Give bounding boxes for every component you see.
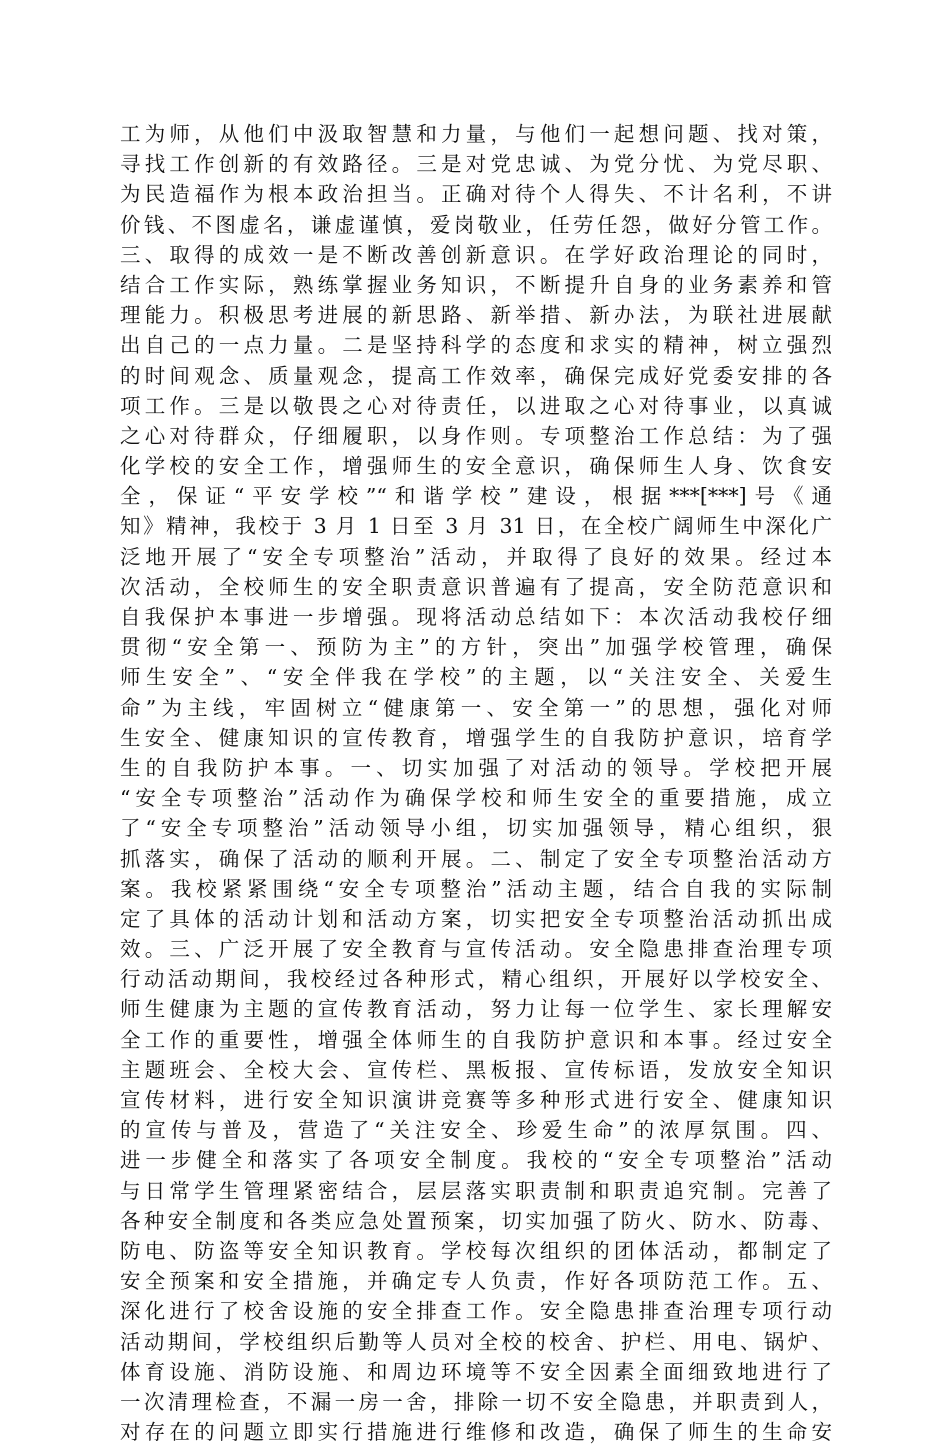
text-line: 安全预案和安全措施，并确定专人负责，作好各项防范工作。五、 [120,1269,832,1294]
text-line: 全工作的重要性，增强全体师生的自我防护意识和本事。经过安全 [120,1027,832,1052]
text-line: 师生健康为主题的宣传教育活动，努力让每一位学生、家长理解安 [120,997,832,1022]
text-line: “安全专项整治”活动作为确保学校和师生安全的重要措施，成立 [120,786,832,811]
text-line: 抓落实，确保了活动的顺利开展。二、制定了安全专项整治活动方 [120,846,832,871]
text-line: 对存在的问题立即实行措施进行维修和改造，确保了师生的生命安 [120,1420,832,1445]
text-line: 知》精神，我校于 3 月 1 日至 3 月 31 日，在全校广阔师生中深化广 [120,514,832,539]
text-line: 进一步健全和落实了各项安全制度。我校的“安全专项整治”活动 [120,1148,832,1173]
text-line: 价钱、不图虚名，谦虚谨慎，爱岗敬业，任劳任怨，做好分管工作。 [120,212,832,237]
text-line: 化学校的安全工作，增强师生的安全意识，确保师生人身、饮食安 [120,454,832,479]
body-text [120,119,832,1447]
text-line: 寻找工作创新的有效路径。三是对党忠诚、为党分忧、为党尽职、 [120,152,832,177]
text-line: 深化进行了校舍设施的安全排查工作。安全隐患排查治理专项行动 [120,1299,832,1324]
text-line: 防电、防盗等安全知识教育。学校每次组织的团体活动，都制定了 [120,1238,832,1263]
text-line: 泛地开展了“安全专项整治”活动，并取得了良好的效果。经过本 [120,544,832,569]
text-line: 与日常学生管理紧密结合，层层落实职责制和职责追究制。完善了 [120,1178,832,1203]
text-line: 自我保护本事进一步增强。现将活动总结如下：本次活动我校仔细 [120,605,832,629]
text-line: 生安全、健康知识的宣传教育，增强学生的自我防护意识，培育学 [120,725,832,750]
text-line: 结合工作实际，熟练掌握业务知识，不断提升自身的业务素养和管 [120,272,832,297]
text-line: 贯彻“安全第一、预防为主”的方针，突出”加强学校管理，确保 [120,635,832,660]
text-line: 体育设施、消防设施、和周边环境等不安全因素全面细致地进行了 [120,1359,832,1384]
text-line: 三、取得的成效一是不断改善创新意识。在学好政治理论的同时， [120,242,832,267]
text-line: 理能力。积极思考进展的新思路、新举措、新办法，为联社进展献 [120,303,832,328]
text-line: 主题班会、全校大会、宣传栏、黑板报、宣传标语，发放安全知识 [120,1057,832,1082]
text-line: 活动期间，学校组织后勤等人员对全校的校舍、护栏、用电、锅炉、 [120,1329,832,1354]
text-line: 生的自我防护本事。一、切实加强了对活动的领导。学校把开展 [120,755,832,780]
text-line: 命”为主线，牢固树立“健康第一、安全第一”的思想，强化对师 [120,695,832,720]
text-line: 各种安全制度和各类应急处置预案，切实加强了防火、防水、防毒、 [120,1208,832,1233]
text-line: 师生安全”、“安全伴我在学校”的主题，以“关注安全、关爱生 [120,665,832,690]
text-line: 之心对待群众，仔细履职，以身作则。专项整治工作总结：为了强 [120,423,832,448]
text-line: 工为师，从他们中汲取智慧和力量，与他们一起想问题、找对策， [120,122,832,146]
text-line: 全，保证“平安学校”“和谐学校”建设，根据***[***]号《通 [120,484,832,509]
text-line: 项工作。三是以敬畏之心对待责任，以进取之心对待事业，以真诚 [120,393,832,418]
text-line: 宣传材料，进行安全知识演讲竞赛等多种形式进行安全、健康知识 [120,1088,832,1112]
text-line: 定了具体的活动计划和活动方案，切实把安全专项整治活动抓出成 [120,906,832,931]
text-line: 的时间观念、质量观念，提高工作效率，确保完成好党委安排的各 [120,363,832,388]
text-line: 案。我校紧紧围绕“安全专项整治”活动主题，结合自我的实际制 [120,876,832,901]
text-line: 的宣传与普及，营造了“关注安全、珍爱生命”的浓厚氛围。四、 [120,1118,832,1143]
text-line: 出自己的一点力量。二是坚持科学的态度和求实的精神，树立强烈 [120,333,832,358]
text-line: 了“安全专项整治”活动领导小组，切实加强领导，精心组织，狠 [120,816,832,841]
text-line: 为民造福作为根本政治担当。正确对待个人得失、不计名利，不讲 [120,182,832,207]
text-line: 次活动，全校师生的安全职责意识普遍有了提高，安全防范意识和 [120,574,832,599]
text-line: 效。三、广泛开展了安全教育与宣传活动。安全隐患排查治理专项 [120,937,832,962]
text-line: 一次清理检查，不漏一房一舍，排除一切不安全隐患，并职责到人， [120,1389,832,1414]
text-line: 行动活动期间，我校经过各种形式，精心组织，开展好以学校安全、 [120,967,832,992]
